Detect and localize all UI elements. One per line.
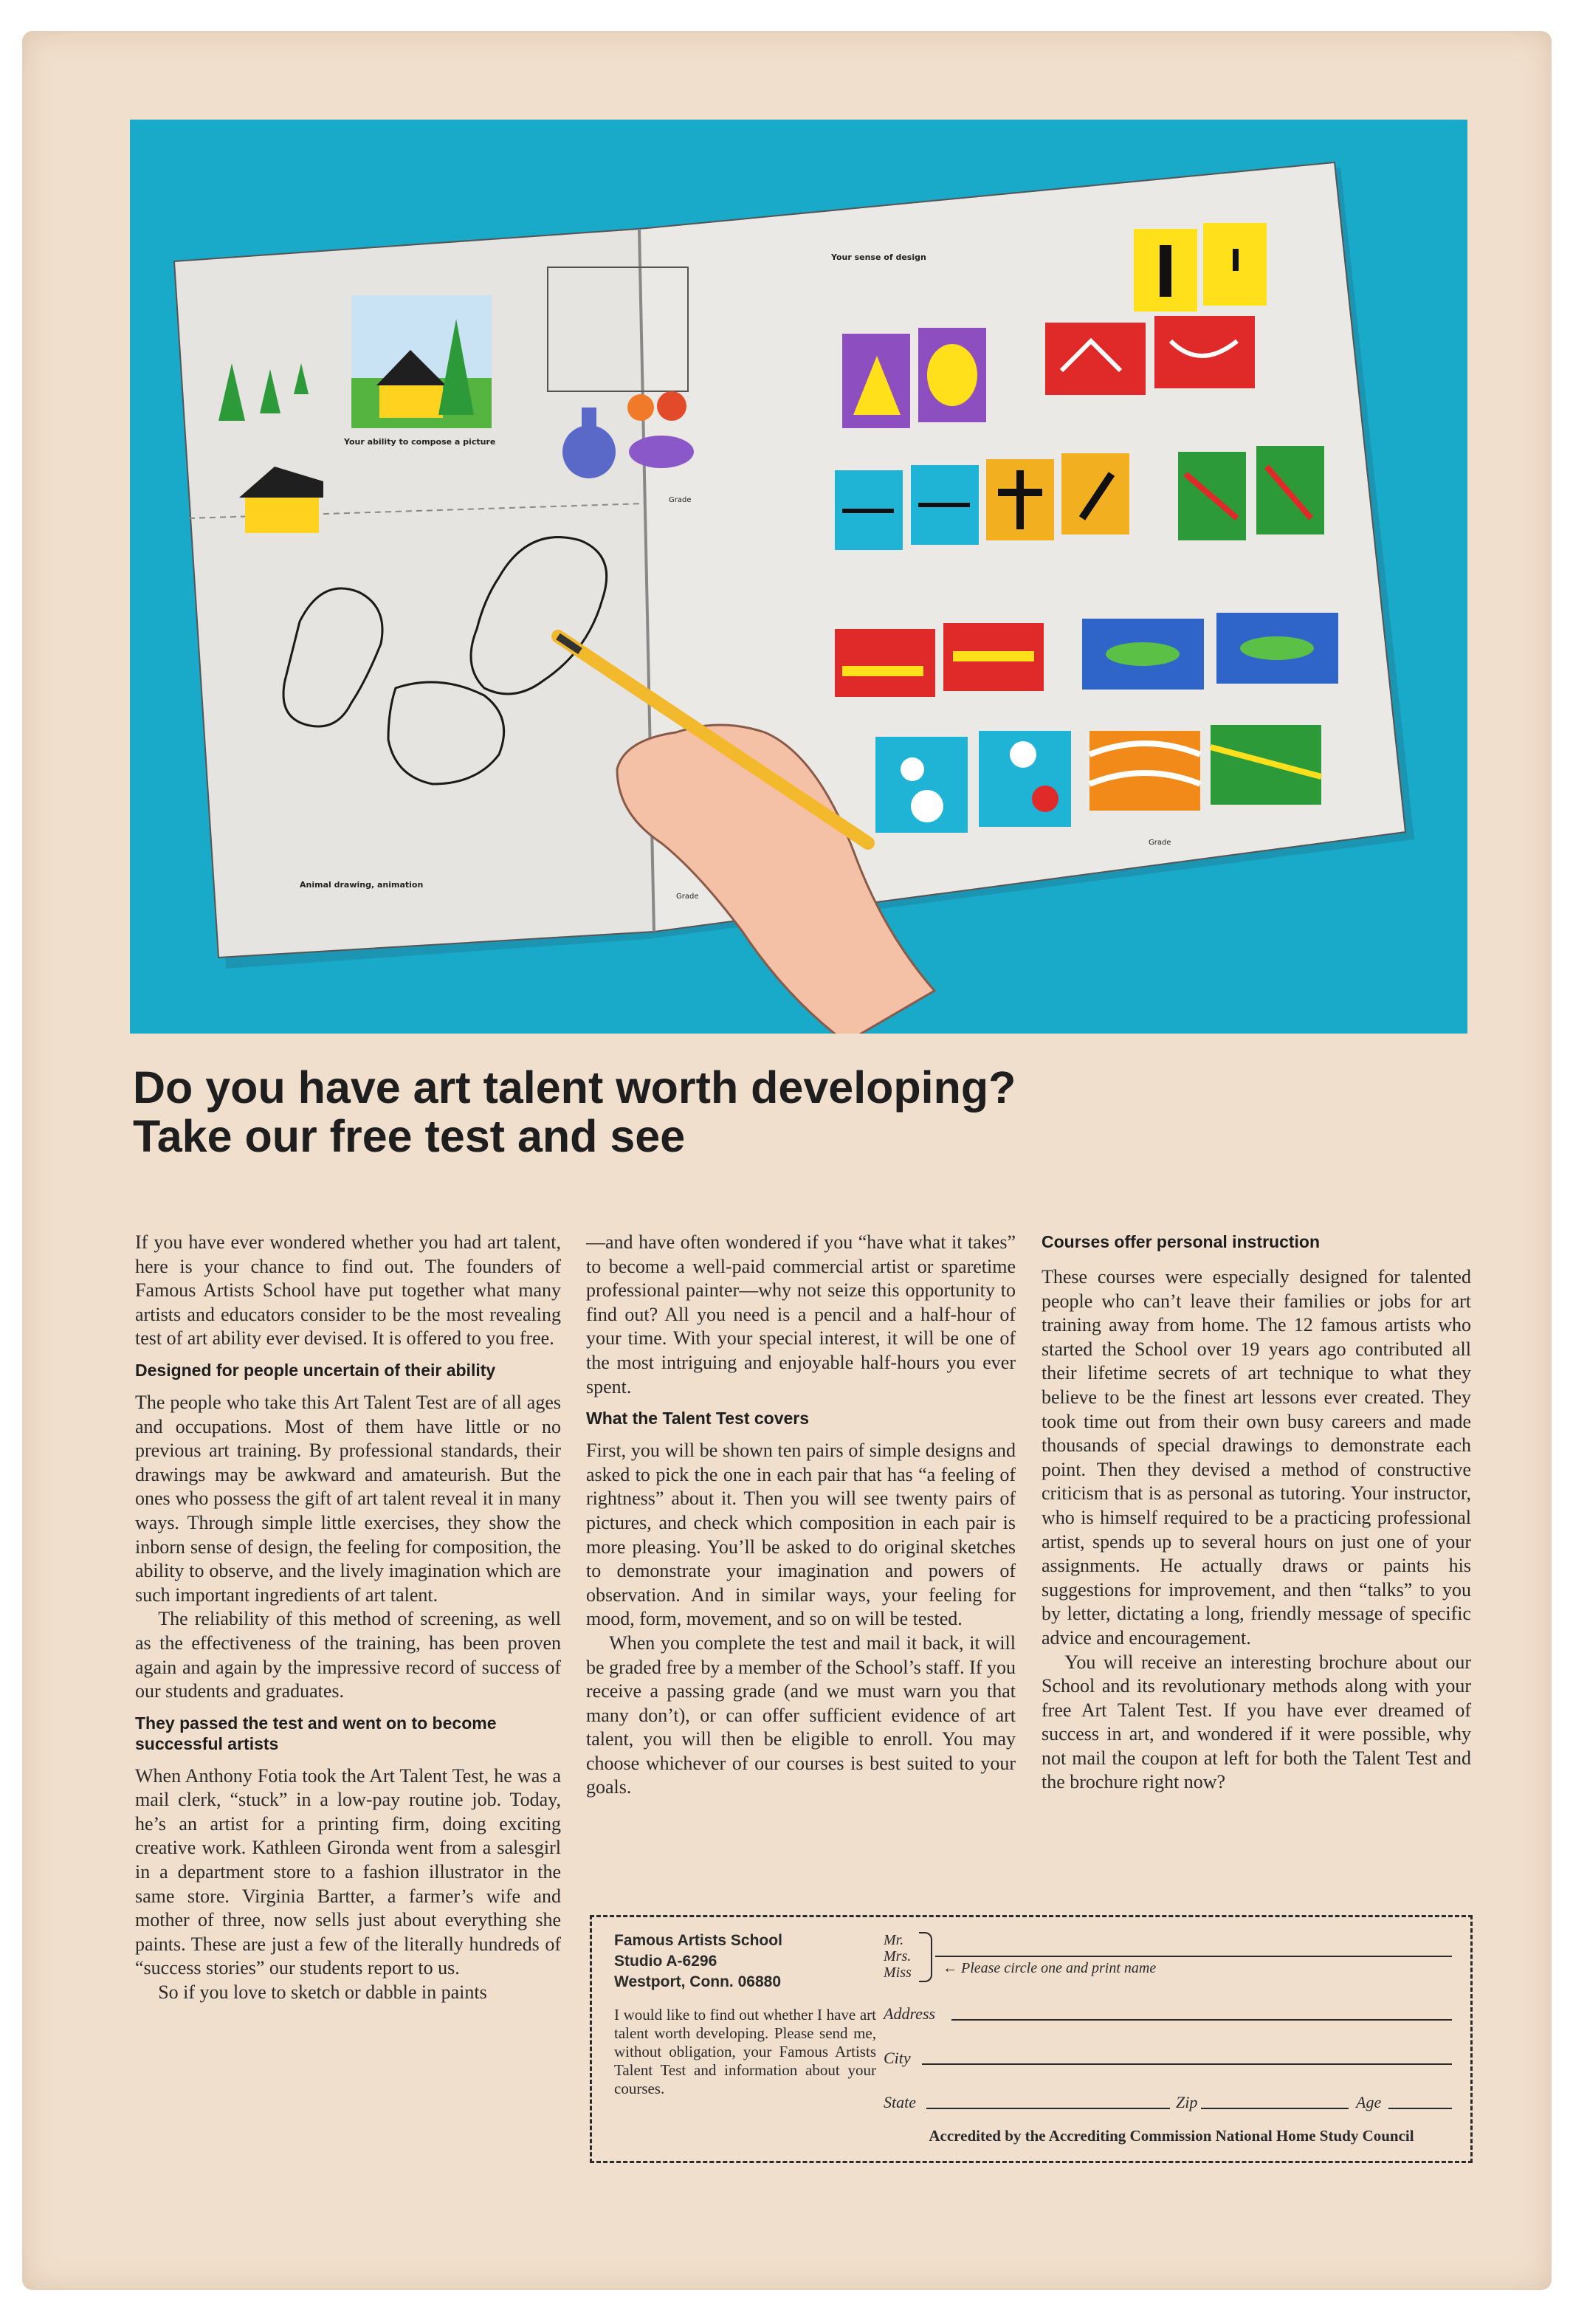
headline-line-2: Take our free test and see: [133, 1111, 686, 1161]
school-name: Famous Artists School: [614, 1932, 782, 1949]
state-zip-age-field[interactable]: [884, 2088, 1452, 2112]
address-line[interactable]: [951, 2019, 1452, 2021]
circle-instruction: ← Please circle one and print name: [943, 1960, 1157, 1976]
house-landscape-picture: [351, 295, 492, 428]
salutation-options[interactable]: [884, 1932, 912, 1981]
body-paragraph: When Anthony Fotia took the Art Talent Test, he was a mail clerk, “stuck” in a low-pay routine job. Today, he’s an artist for a printing firm, doing exciting creative work. Kathleen Gironda went from a salesgirl in a department store to a fashion illustrator in the same store. Virginia Bartter, a farmer’s wife and mother of three, now sells just about everything she paints. These are just a few of the literally hundreds of “success stories” our students report to us.: [135, 1764, 561, 1979]
open-workbook-drawing: [130, 120, 1467, 1034]
grade-label-right: Grade: [1149, 839, 1171, 847]
state-line[interactable]: [926, 2108, 1170, 2109]
body-paragraph: The people who take this Art Talent Test are of all ages and occupations. Most of them have little or no previous art training. By professional standards, their drawings may be awkward and amateurish. But the ones who possess the gift of art talent reveal it in many ways. Through simple little exercises, they show the inborn sense of design, the feeling for composition, the ability to observe, and the lively imagination which are such important ingredients of art talent.: [135, 1391, 561, 1606]
art-talent-test-illustration: [130, 120, 1467, 1034]
intro-paragraph: If you have ever wondered whether you had art talent, here is your chance to find out. The founders of Famous Artists School have put together what many artists and educators consider to be the most revealing test of art ability ever devised. It is offered to you free.: [135, 1231, 561, 1350]
salutation-brace: [919, 1932, 932, 1982]
section-heading-covers: What the Talent Test covers: [586, 1409, 810, 1429]
section-heading-uncertain: Designed for people uncertain of their ability: [135, 1360, 496, 1380]
studio-code: Studio A-6296: [614, 1953, 717, 1970]
headline: [133, 1063, 1462, 1161]
state-label: State: [884, 2093, 916, 2111]
article-column-3: [1042, 1231, 1471, 1795]
age-line[interactable]: [1388, 2108, 1452, 2109]
grade-label-top: Grade: [669, 496, 692, 504]
mail-in-coupon[interactable]: [590, 1915, 1473, 2163]
body-paragraph: When you complete the test and mail it back, it will be graded free by a member of the School’s staff. If you receive a passing grade (and we must warn you that many don’t), or can offer sufficient evidence of art talent, you will then be eligible to enroll. You may choose whichever of our courses is best suited to your goals.: [586, 1632, 1016, 1798]
article-column-1: [135, 1231, 561, 2005]
city-field[interactable]: [884, 2044, 1452, 2068]
section-heading-instruction: Courses offer personal instruction: [1042, 1232, 1321, 1251]
section-heading-success: They passed the test and went on to become successful artists: [135, 1713, 497, 1753]
address-field[interactable]: [884, 2000, 1452, 2024]
body-paragraph: So if you love to sketch or dabble in paints: [158, 1981, 487, 2004]
address-label: Address: [884, 2004, 936, 2023]
city-label: City: [884, 2049, 911, 2067]
zip-label: Zip: [1176, 2093, 1198, 2111]
city-line[interactable]: [922, 2063, 1452, 2065]
salutation-mrs[interactable]: Mrs.: [884, 1948, 912, 1964]
body-paragraph: First, you will be shown ten pairs of simple designs and asked to pick the one in each pair that has “a feeling of rightness” about it. Then you will see twenty pairs of pictures, and check which composition in each pair is more pleasing. You’ll be asked to do original sketches to demonstrate your imagination and powers of observation. And in similar ways, your feeling for mood, form, movement, and so on will be tested.: [586, 1440, 1016, 1630]
salutation-miss[interactable]: Miss: [884, 1964, 912, 1981]
article-column-2: [586, 1231, 1016, 1800]
zip-line[interactable]: [1201, 2108, 1349, 2109]
coupon-form: [884, 1932, 1459, 2153]
caption-compose-title: Your ability to compose a picture: [344, 437, 496, 447]
body-paragraph: You will receive an interesting brochure about our School and its revolutionary methods along with your free Art Talent Test. If you have ever dreamed of success in art, and wondered if it were possible, why not mail the coupon at left for both the Talent Test and the brochure right now?: [1042, 1651, 1471, 1793]
salutation-mr[interactable]: Mr.: [884, 1932, 904, 1948]
age-label: Age: [1356, 2093, 1382, 2111]
body-paragraph: These courses were especially designed for talented people who can’t leave their families or jobs for art training away from home. The 12 famous artists who started the School over 19 years ago contributed all their lifetime secrets of art technique to what they believe to be the finest art lessons ever created. They took time out from their own busy careers and made thousands of special drawings to demonstrate each point. Then they devised a method of constructive criticism that is as personal as tutoring. Your instructor, who is himself required to be a practicing professional artist, spends up to several hours on just one of your assignments. He actually draws or paints his suggestions for improvement, and then “talks” to you by letter, dictating a long, friendly message of specific advice and encouragement.: [1042, 1266, 1471, 1649]
name-field-line[interactable]: [935, 1956, 1452, 1957]
caption-animal-title: Animal drawing, animation: [300, 880, 424, 890]
accreditation-note: Accredited by the Accrediting Commission National Home Study Council: [929, 2127, 1414, 2145]
body-paragraph: The reliability of this method of screening, as well as the effectiveness of the training, has been proven again and again by the impressive record of success of our students and graduates.: [135, 1608, 561, 1702]
coupon-request-text: I would like to find out whether I have art talent worth developing. Please send me, without obligation, your Famous Artists Talent Test and information about your courses.: [614, 2006, 876, 2097]
design-test-title: Your sense of design: [831, 252, 926, 262]
headline-line-1: Do you have art talent worth developing?: [133, 1062, 1016, 1113]
coupon-address-block: [614, 1931, 876, 2098]
body-paragraph: —and have often wondered if you “have what it takes” to become a well-paid commercial artist or sparetime professional painter—why not seize this opportunity to find out? All you need is a pencil and a half-hour of your time. With your special interest, it will be one of the most intriguing and enjoyable half-hours you ever spent.: [586, 1231, 1016, 1398]
school-city: Westport, Conn. 06880: [614, 1973, 781, 1990]
grade-label-bottom: Grade: [676, 893, 699, 901]
